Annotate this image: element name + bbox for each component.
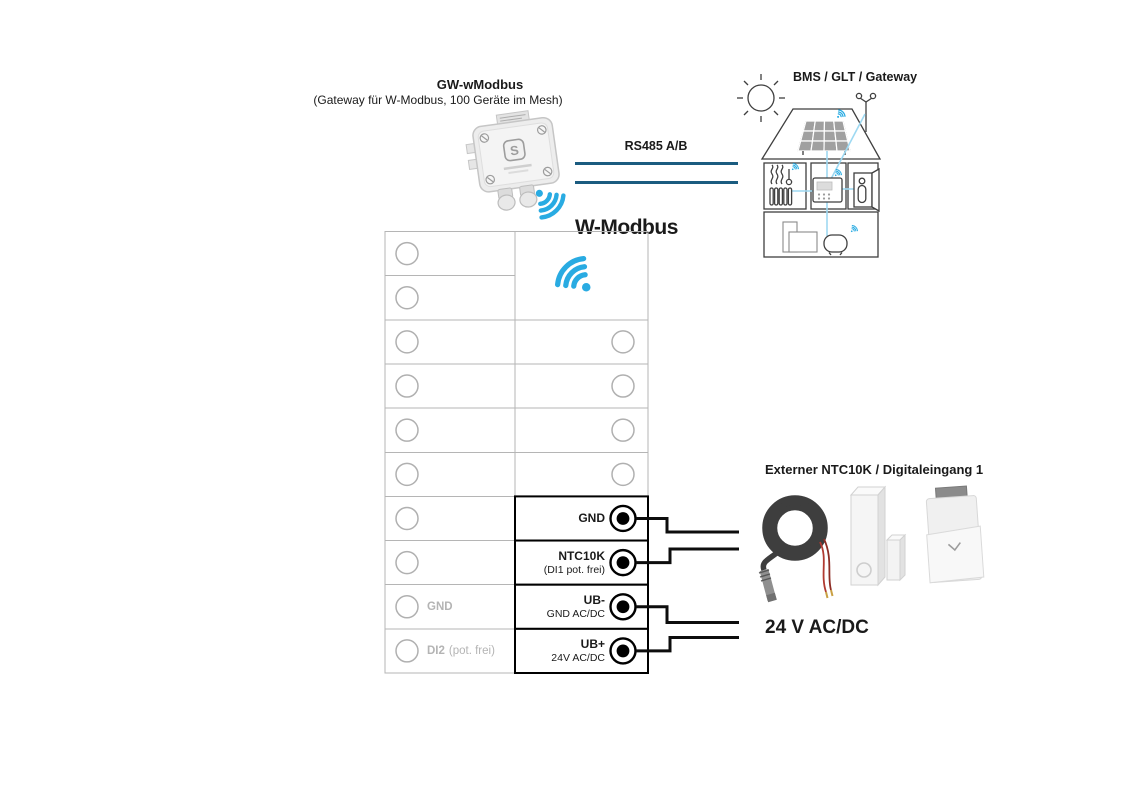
left-pin-2: [396, 331, 418, 353]
left-pin-3: [396, 375, 418, 397]
terminal-label-GND: GND: [578, 510, 605, 525]
left-pin-5: [396, 463, 418, 485]
terminal-label-UB+: UB+ 24V AC/DC: [551, 636, 605, 664]
brand-logo-letter: S: [509, 142, 520, 159]
probe-wires: [820, 539, 833, 598]
left-label-DI2: DI2 (pot. frei): [427, 644, 495, 657]
left-label-GND: GND: [427, 600, 453, 613]
right-pin-2: [612, 331, 634, 353]
wire-UB-: [636, 607, 739, 623]
power-label: 24 V AC/DC: [765, 617, 869, 638]
wire-NTC10K: [636, 549, 739, 563]
left-pin-8: [396, 596, 418, 618]
left-pin-7: [396, 552, 418, 574]
terminal-label-UB-: UB- GND AC/DC: [546, 592, 605, 620]
left-pin-9: [396, 640, 418, 662]
gateway-title: GW-wModbus: [436, 77, 524, 92]
external-input-heading: Externer NTC10K / Digitaleingang 1: [765, 462, 984, 477]
left-pin-4: [396, 419, 418, 441]
wire-GND: [636, 518, 739, 532]
right-pin-4: [612, 419, 634, 441]
door-contact-image: [843, 483, 908, 595]
bms-label: BMS / GLT / Gateway: [793, 70, 918, 84]
door-contact-magnet: [887, 540, 900, 580]
right-pin-3: [612, 375, 634, 397]
wire-UB+: [636, 638, 739, 651]
left-pin-6: [396, 507, 418, 529]
left-pin-0: [396, 243, 418, 265]
rs485-label: RS485 A/B: [624, 139, 688, 153]
card-holder-image: [918, 478, 990, 593]
terminal-label-NTC10K: NTC10K (DI1 pot. frei): [543, 548, 605, 576]
right-pin-5: [612, 463, 634, 485]
wmodbus-label: W-Modbus: [575, 216, 678, 239]
gateway-subtitle: (Gateway für W-Modbus, 100 Geräte im Mesh): [313, 93, 563, 107]
ntc-probe-image: [748, 478, 843, 610]
left-pin-1: [396, 287, 418, 309]
